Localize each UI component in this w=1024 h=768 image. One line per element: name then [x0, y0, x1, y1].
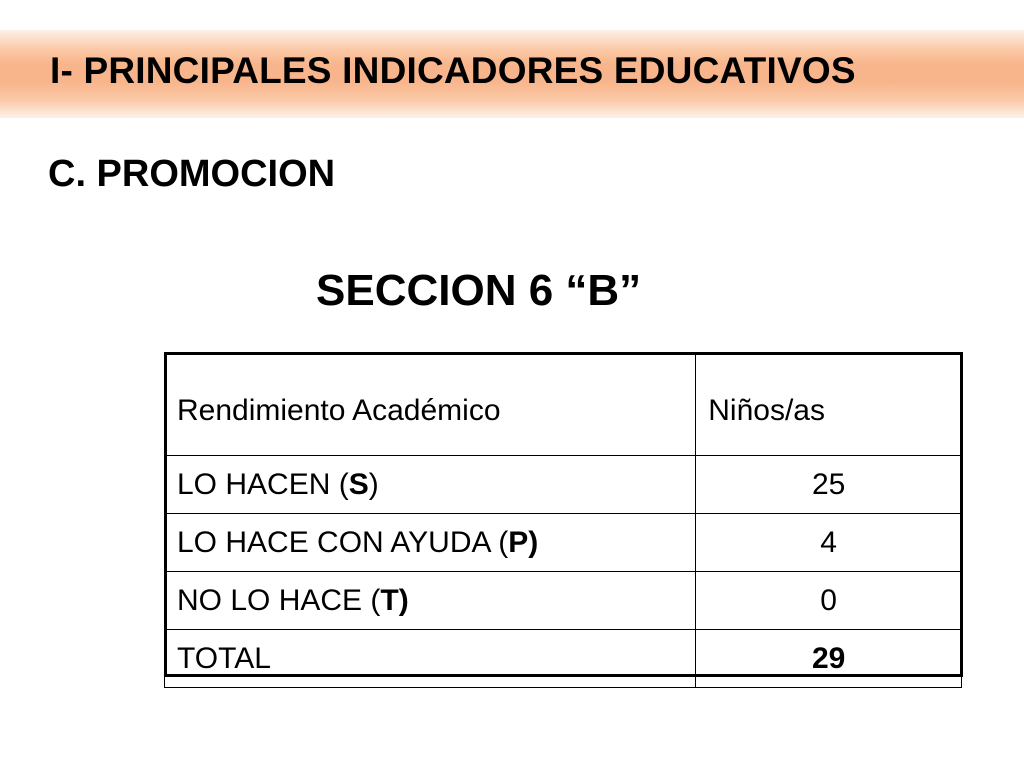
header-cell-children: Niños/as [696, 353, 962, 456]
table-row [165, 456, 962, 514]
performance-table [164, 352, 962, 688]
row-label: LO HACEN (S) [165, 456, 696, 514]
row-value: 25 [696, 456, 962, 514]
section-title: SECCION 6 “B” [316, 266, 642, 315]
table-row-total [165, 630, 962, 688]
row-value: 4 [696, 514, 962, 572]
row-label: LO HACE CON AYUDA (P) [165, 514, 696, 572]
row-value-total: 29 [696, 630, 962, 688]
row-label: NO LO HACE (T) [165, 572, 696, 630]
header-cell-performance: Rendimiento Académico [165, 353, 696, 456]
table-row [165, 572, 962, 630]
subtitle: C. PROMOCION [48, 153, 336, 195]
row-value: 0 [696, 572, 962, 630]
row-label: TOTAL [165, 630, 696, 688]
page-title: I- PRINCIPALES INDICADORES EDUCATIVOS [50, 50, 856, 91]
table-row [165, 514, 962, 572]
table-header-row [165, 353, 962, 456]
